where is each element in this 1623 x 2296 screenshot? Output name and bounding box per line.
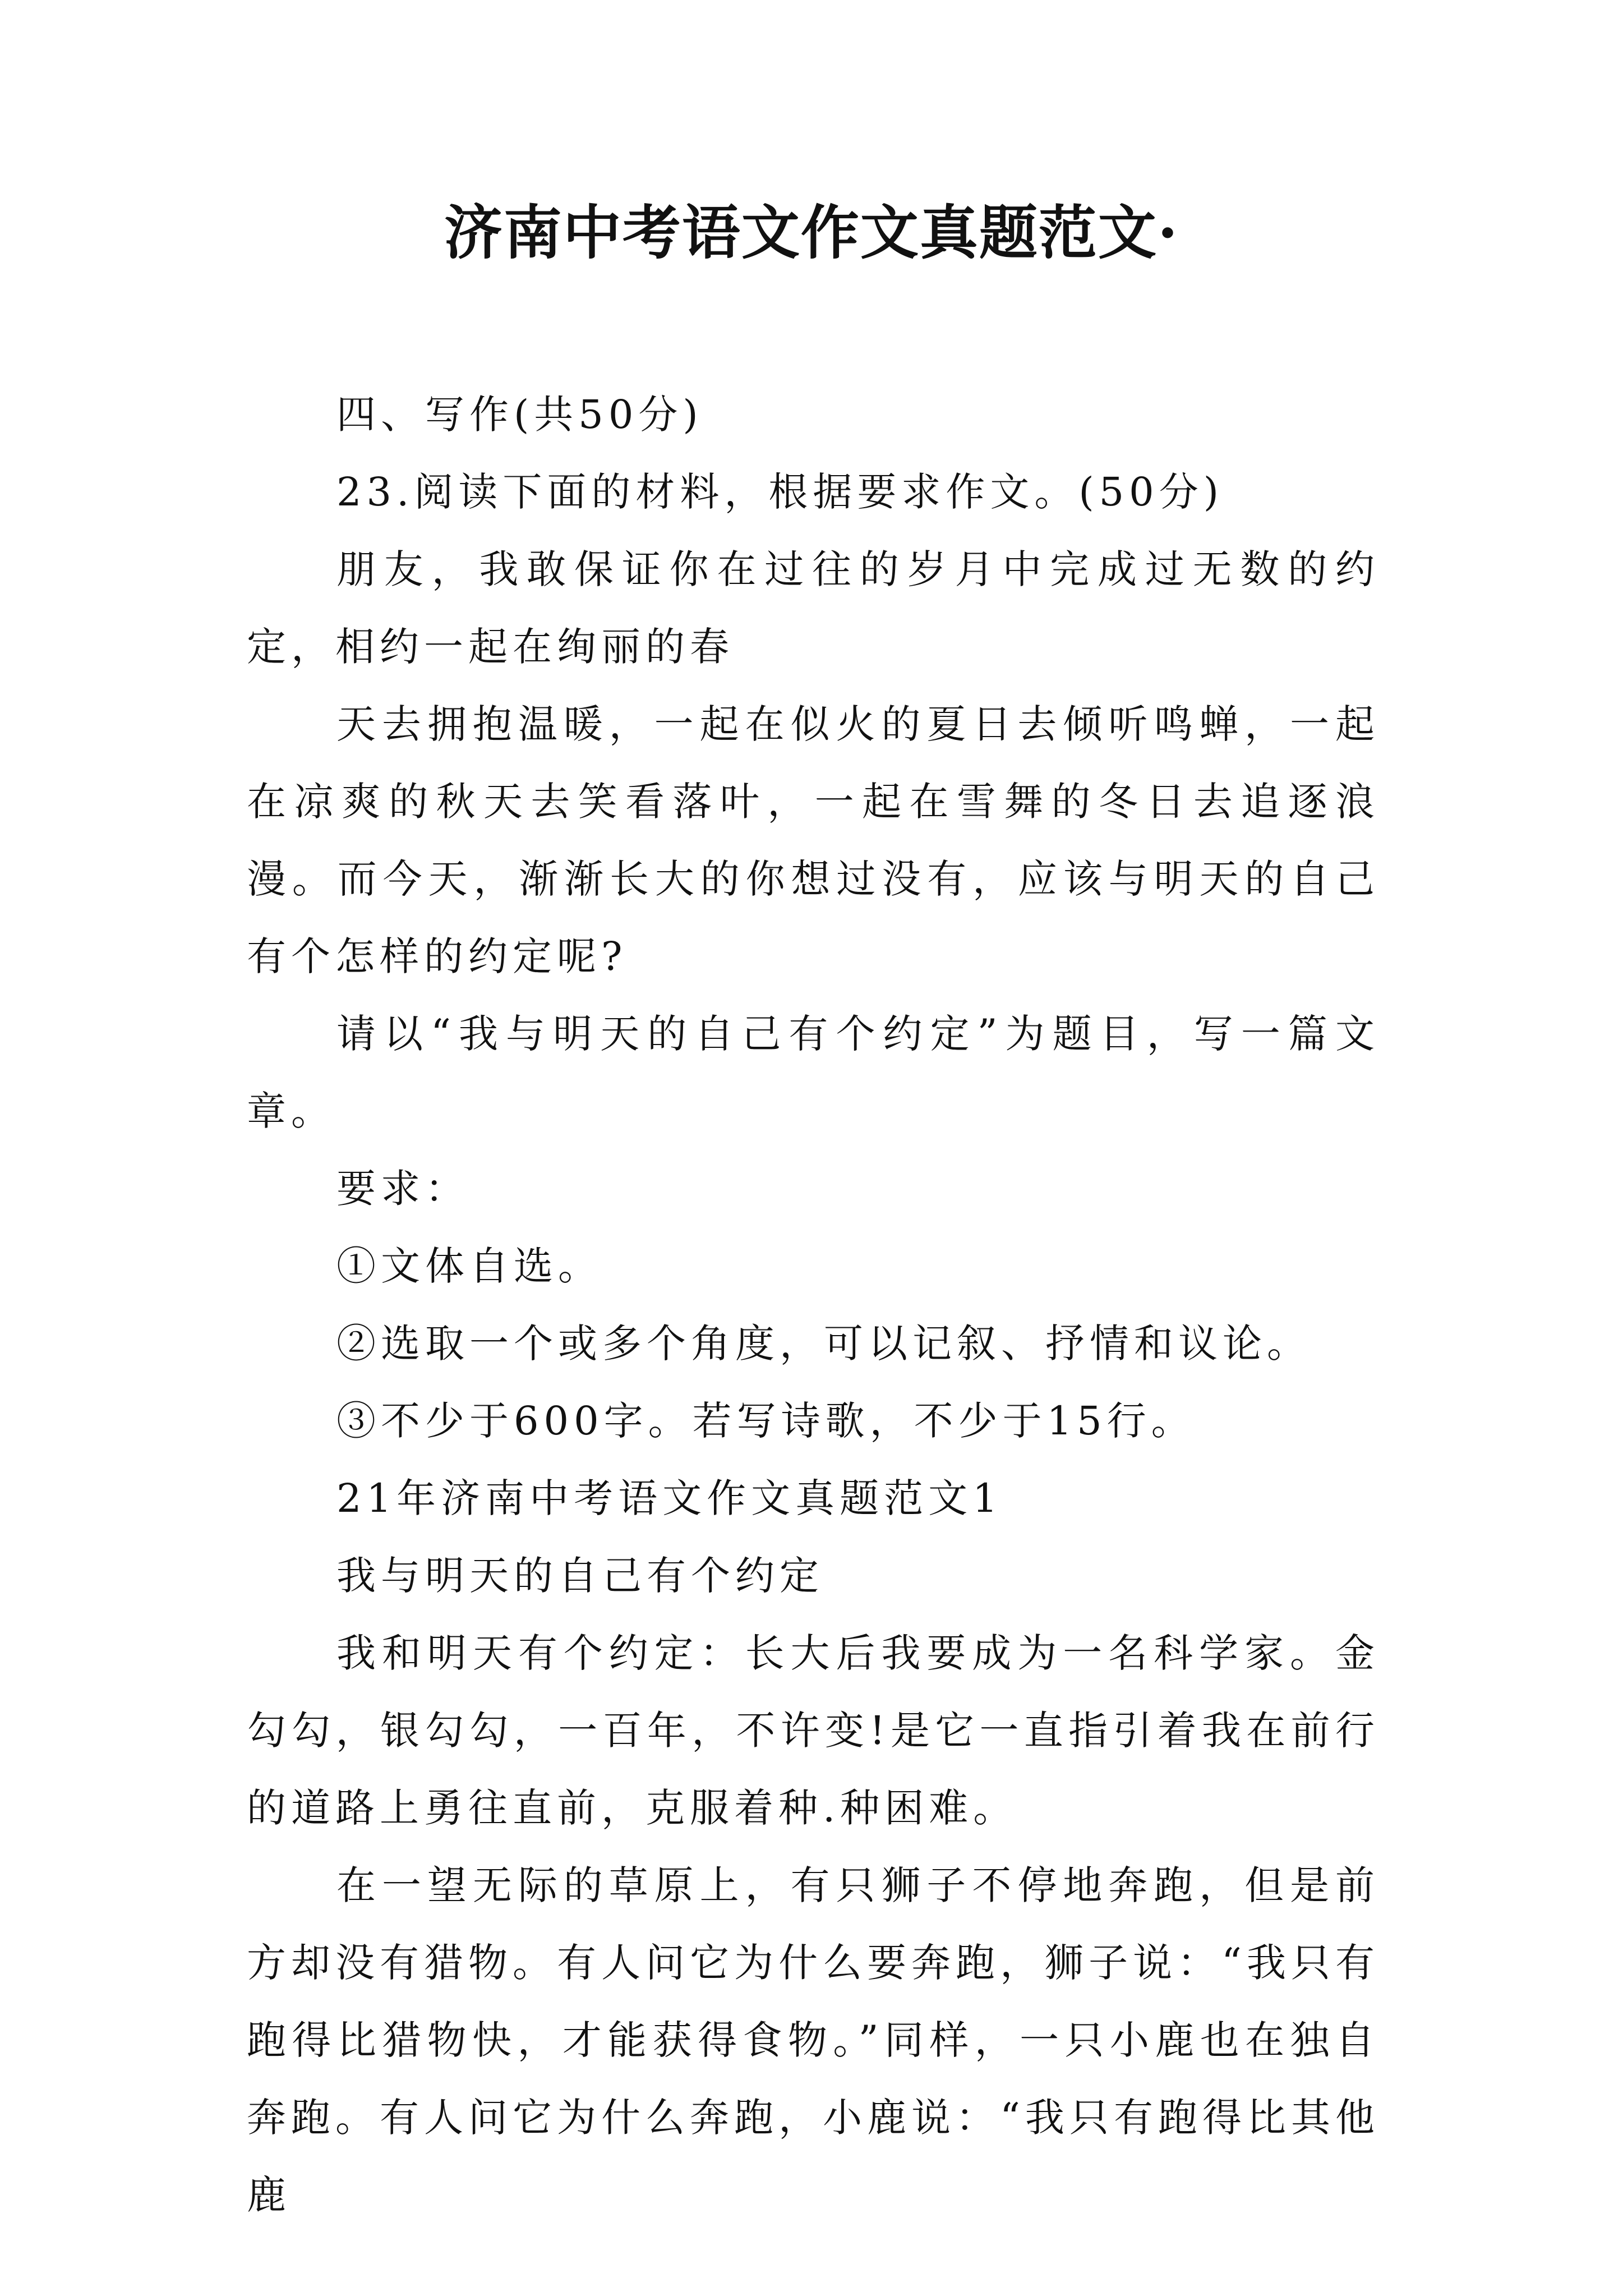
sample-essay-label: 21年济南中考语文作文真题范文1 — [336, 1475, 1003, 1521]
essay-paragraph: 在一望无际的草原上，有只狮子不停地奔跑，但是前方却没有猎物。有人问它为什么要奔跑，狮子说：“我只有跑得比猎物快，才能获得食物。”同样，一只小鹿也在独自奔跑。有人问它为什么奔跑，小鹿说：“我只有跑得比其他鹿 — [247, 1862, 1380, 2218]
essay-paragraph: 我和明天有个约定：长大后我要成为一名科学家。金勾勾，银勾勾，一百年，不许变!是它一直指引着我在前行的道路上勇往直前，克服着种.种困难。 — [247, 1630, 1380, 1831]
requirement-item: ③不少于600字。若写诗歌，不少于15行。 — [336, 1398, 1196, 1444]
document-title: 济南中考语文作文真题范文· — [444, 198, 1179, 267]
essay-instruction: 请以“我与明天的自己有个约定”为题目，写一篇文章。 — [247, 1011, 1380, 1134]
requirements-heading: 要求： — [336, 1166, 469, 1212]
section-heading: 四、写作(共50分) — [336, 392, 703, 438]
sample-essay-title: 我与明天的自己有个约定 — [336, 1553, 824, 1599]
requirement-item: ①文体自选。 — [336, 1243, 602, 1289]
material-paragraph: 朋友，我敢保证你在过往的岁月中完成过无数的约定，相约一起在绚丽的春 — [247, 546, 1380, 670]
document-body — [247, 376, 1380, 2234]
question-prompt: 23.阅读下面的材料，根据要求作文。(50分) — [336, 469, 1224, 515]
material-paragraph: 天去拥抱温暖，一起在似火的夏日去倾听鸣蝉，一起在凉爽的秋天去笑看落叶，一起在雪舞的冬日去追逐浪漫。而今天，渐渐长大的你想过没有，应该与明天的自己有个怎样的约定呢? — [247, 701, 1380, 979]
requirement-item: ②选取一个或多个角度，可以记叙、抒情和议论。 — [336, 1320, 1311, 1366]
